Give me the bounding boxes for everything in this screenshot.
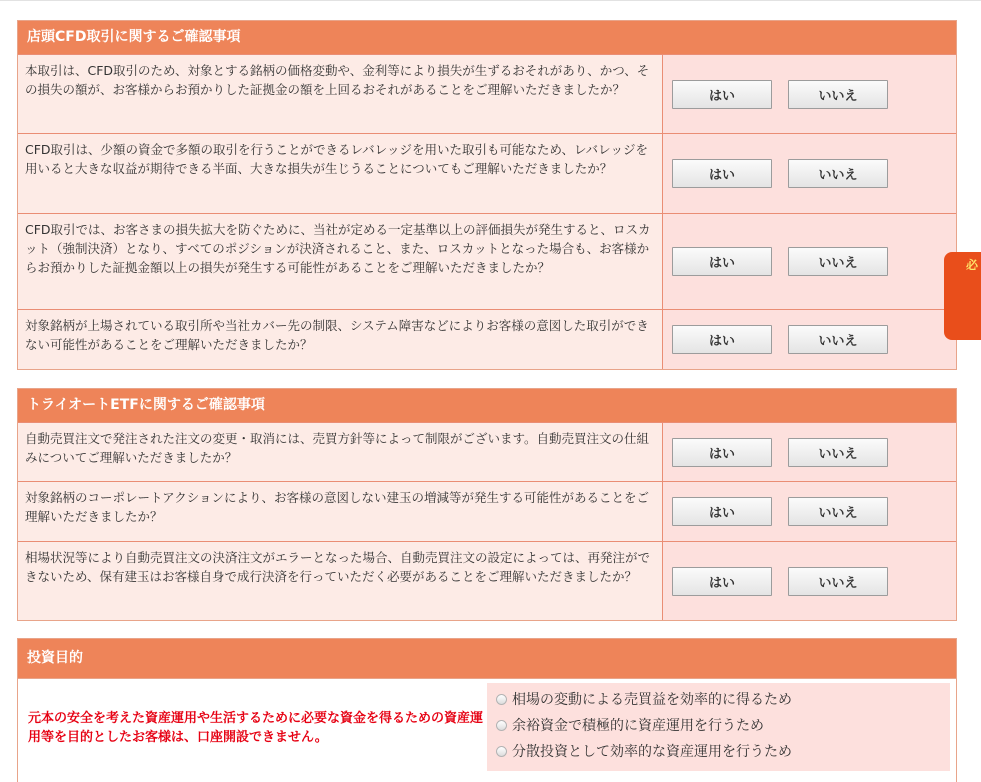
no-button[interactable]: いいえ <box>788 325 888 354</box>
investment-purpose-section <box>17 638 957 782</box>
option-label: 分散投資として効率的な資産運用を行うため <box>512 744 792 760</box>
answer-buttons <box>663 55 956 133</box>
etf-question-row-2 <box>18 481 956 541</box>
cfd-question-row-3 <box>18 213 956 309</box>
radio-button[interactable] <box>496 694 507 705</box>
no-button[interactable]: いいえ <box>788 438 888 467</box>
investment-warning: 元本の安全を考えた資産運用や生活するために必要な資金を得るための資産運用等を目的としたお客様は、口座開設できません。 <box>28 711 484 745</box>
answer-buttons <box>663 310 956 369</box>
option-label: 余裕資金で積極的に資産運用を行うため <box>512 718 764 734</box>
top-divider <box>0 0 981 1</box>
investment-option-2[interactable] <box>487 712 950 738</box>
answer-buttons <box>663 482 956 541</box>
investment-option-3[interactable] <box>487 738 950 764</box>
yes-button[interactable]: はい <box>672 438 772 467</box>
yes-button[interactable]: はい <box>672 567 772 596</box>
radio-button[interactable] <box>496 746 507 757</box>
no-button[interactable]: いいえ <box>788 567 888 596</box>
question-text: 相場状況等により自動売買注文の決済注文がエラーとなった場合、自動売買注文の設定によっては、再発注ができないため、保有建玉はお客様自身で成行決済を行っていただく必要があることをご理解いただきましたか？ <box>18 542 663 620</box>
cfd-section-title: 店頭CFD取引に関するご確認事項 <box>18 21 956 54</box>
question-text: CFD取引は、少額の資金で多額の取引を行うことができるレバレッジを用いた取引も可能なため、レバレッジを用いると大きな収益が期待できる半面、大きな損失が生じうることについてもご理解いただきましたか？ <box>18 134 663 213</box>
answer-buttons <box>663 423 956 481</box>
question-text: 対象銘柄が上場されている取引所や当社カバー先の制限、システム障害などによりお客様の意図した取引ができない可能性があることをご理解いただきましたか？ <box>18 310 663 369</box>
no-button[interactable]: いいえ <box>788 159 888 188</box>
side-floating-tab[interactable] <box>944 252 981 340</box>
question-text: 本取引は、CFD取引のため、対象とする銘柄の価格変動や、金利等により損失が生ずるおそれがあり、かつ、その損失の額が、お客様からお預かりした証拠金の額を上回るおそれがあることをご理解いただきましたか？ <box>18 55 663 133</box>
investment-options <box>487 683 950 771</box>
question-text: 自動売買注文で発注された注文の変更・取消には、売買方針等によって制限がございます。自動売買注文の仕組みについてご理解いただきましたか？ <box>18 423 663 481</box>
investment-body <box>18 678 956 782</box>
answer-buttons <box>663 542 956 620</box>
yes-button[interactable]: はい <box>672 159 772 188</box>
yes-button[interactable]: はい <box>672 325 772 354</box>
yes-button[interactable]: はい <box>672 80 772 109</box>
cfd-confirmation-section <box>17 20 957 370</box>
cfd-question-row-4 <box>18 309 956 369</box>
etf-question-row-1 <box>18 422 956 481</box>
investment-option-1[interactable] <box>487 686 950 712</box>
radio-button[interactable] <box>496 720 507 731</box>
yes-button[interactable]: はい <box>672 247 772 276</box>
no-button[interactable]: いいえ <box>788 497 888 526</box>
investment-section-title: 投資目的 <box>18 639 956 678</box>
cfd-question-row-2 <box>18 133 956 213</box>
no-button[interactable]: いいえ <box>788 80 888 109</box>
side-tab-label: 必 <box>966 258 979 272</box>
answer-buttons <box>663 214 956 309</box>
option-label: 相場の変動による売買益を効率的に得るため <box>512 692 792 708</box>
etf-section-title: トライオートETFに関するご確認事項 <box>18 389 956 422</box>
etf-confirmation-section <box>17 388 957 621</box>
cfd-question-row-1 <box>18 54 956 133</box>
answer-buttons <box>663 134 956 213</box>
yes-button[interactable]: はい <box>672 497 772 526</box>
no-button[interactable]: いいえ <box>788 247 888 276</box>
question-text: CFD取引では、お客さまの損失拡大を防ぐために、当社が定める一定基準以上の評価損失が発生すると、ロスカット（強制決済）となり、すべてのポジションが決済されること、また、ロスカットとなった場合も、お客様からお預かりした証拠金額以上の損失が発生する可能性があることをご理解いただきましたか？ <box>18 214 663 309</box>
etf-question-row-3 <box>18 541 956 620</box>
question-text: 対象銘柄のコーポレートアクションにより、お客様の意図しない建玉の増減等が発生する可能性があることをご理解いただきましたか？ <box>18 482 663 541</box>
